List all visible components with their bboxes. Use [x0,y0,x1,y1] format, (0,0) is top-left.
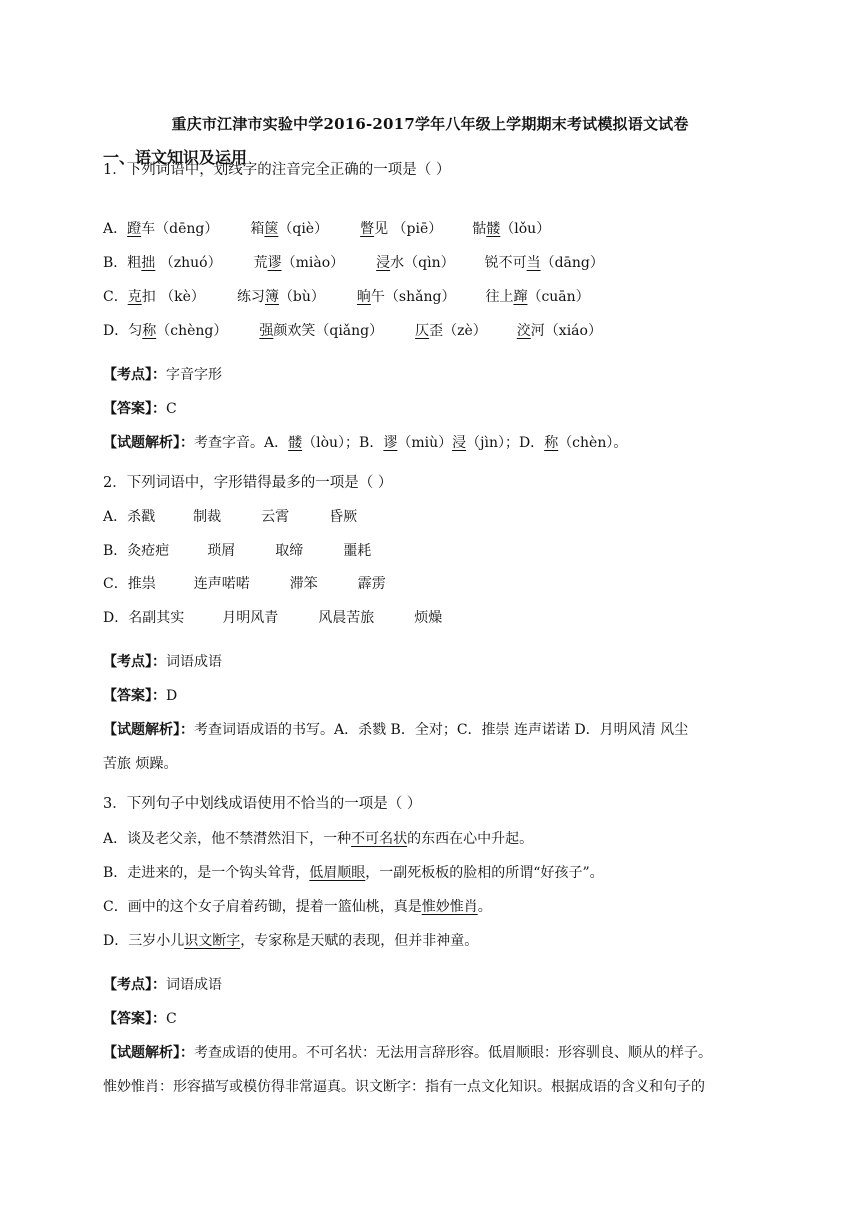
option-item [517,321,602,341]
sentence-text: D．三岁小儿 [103,933,185,949]
underlined-char: 蹬 [127,221,142,237]
option-item [103,321,227,341]
underlined-idiom: 不可名状 [351,831,408,847]
option-word: 连声喏喏 [193,576,250,592]
option-word: D．名副其实 [103,610,185,626]
option-text: C． [103,289,128,305]
underlined-char: 仄 [415,323,430,339]
option-word: C．推祟 [103,576,156,592]
answer-value: D [166,688,178,704]
option-text: （bù） [278,289,325,305]
q2-option-d [103,608,442,628]
answer-label: 【答案】： [103,401,166,417]
option-text: （lǒu） [500,221,551,237]
analysis-body [194,435,627,451]
underlined-char: 浸 [376,255,391,271]
sentence-text: ，一副死板板的脸相的所谓“好孩子”。 [365,865,604,881]
option-text: D．匀 [103,323,143,339]
underlined-char: 强 [259,323,274,339]
q2-stem: 2．下列词语中，字形错得最多的一项是（ ） [103,475,393,491]
option-text: 歪（zè） [429,323,487,339]
sentence-text: 。 [477,899,492,915]
analysis-body: 考查成语的使用。不可名状：无法用言辞形容。低眉顺眼：形容驯良、顺从的样子。 [194,1045,712,1061]
option-text: （miào） [281,255,345,271]
analysis-text: （jìn）；D． [466,435,545,451]
underlined-char: 簿 [264,289,279,305]
q3-option-d [103,931,478,951]
underlined-char: 当 [526,255,541,271]
kaodian-value: 词语成语 [166,977,222,993]
kaodian-value: 词语成语 [166,654,222,670]
option-word: 噩耗 [343,543,372,559]
option-item [103,219,218,239]
q2-option-c [103,574,386,594]
answer-value: C [166,1011,177,1027]
analysis-text: （miù） [397,435,453,451]
option-text: B．粗 [103,255,142,271]
underlined-char: 拙 [141,255,156,271]
option-word: 制裁 [193,509,222,525]
option-word: 取缔 [275,543,304,559]
underlined-char: 髅 [486,221,501,237]
sentence-text: 的东西在心中升起。 [407,831,534,847]
q2-option-b [103,541,371,561]
option-item [103,287,205,307]
underlined-char: 浸 [452,435,467,451]
underlined-char: 箧 [264,221,279,237]
q1-answer [103,399,177,419]
option-item [237,287,325,307]
option-item [485,287,589,307]
q2-answer [103,686,177,706]
option-text: 箱 [250,221,265,237]
underlined-char: 谬 [383,435,398,451]
q1-option-b [103,253,604,273]
option-text: （cuān） [527,289,590,305]
underlined-char: 称 [544,435,559,451]
analysis-label: 【试题解析】： [103,722,194,738]
option-item [103,253,222,273]
option-text: （zhuó） [155,255,222,271]
q3-answer [103,1009,177,1029]
q3-analysis-line1 [103,1043,712,1063]
answer-label: 【答案】： [103,688,166,704]
answer-label: 【答案】： [103,1011,166,1027]
option-item [254,253,345,273]
option-text: （qiè） [278,221,329,237]
q2-kaodian [103,652,222,672]
option-text: （dāng） [540,255,604,271]
option-word: 月明风青 [222,610,279,626]
option-text: 河（xiáo） [530,323,602,339]
q3-option-a [103,829,533,849]
q3-analysis-line2: 惟妙惟肖：形容描写或模仿得非常逼真。识文断字：指有一点文化知识。根据成语的含义和句子的 [103,1079,705,1095]
q1-analysis [103,433,627,453]
option-text: 午（shǎng） [370,289,456,305]
q3-option-c [103,897,492,917]
option-word: 昏厥 [329,509,358,525]
option-word: 滞笨 [289,576,318,592]
option-text: 颜欢笑（qiǎng） [273,323,384,339]
document-title: 重庆市江津市实验中学2016-2017学年八年级上学期期末考试模拟语文试卷 [171,115,689,133]
option-text: （chèng） [156,323,228,339]
option-word: 烦燥 [414,610,443,626]
option-item [360,219,442,239]
underlined-idiom: 识文断字 [184,933,241,949]
option-word: 风晨苦旅 [318,610,375,626]
option-text: 锐不可 [484,255,527,271]
section-heading: 一、语文知识及运用 [103,148,248,167]
option-text: 见 （piē） [374,221,443,237]
sentence-text: B．走进来的，是一个钩头耸背， [103,865,310,881]
q1-option-a [103,219,550,239]
analysis-text: （chèn）。 [558,435,628,451]
option-text: 水（qìn） [390,255,455,271]
kaodian-label: 【考点】： [103,654,166,670]
analysis-body: 考查词语成语的书写。A．杀戮 B．全对；C．推崇 连声诺诺 D．月明风清 风尘 [194,722,689,738]
analysis-label: 【试题解析】： [103,1045,194,1061]
underlined-idiom: 惟妙惟肖 [421,899,478,915]
option-item [415,321,487,341]
underlined-char: 晌 [356,289,371,305]
q2-analysis-line2: 苦旅 烦躁。 [103,756,178,772]
q1-stem: 1．下列词语中，划线字的注音完全正确的一项是（ ） [103,162,451,178]
option-item [376,253,454,273]
sentence-text: ，专家称是天赋的表现，但并非神童。 [240,933,479,949]
q1-option-c [103,287,590,307]
underlined-char: 谬 [267,255,282,271]
option-item [472,219,550,239]
option-item [357,287,456,307]
option-text: 练习 [236,289,265,305]
underlined-char: 蹿 [513,289,528,305]
underlined-char: 瞥 [360,221,375,237]
q3-option-b [103,863,604,883]
analysis-label: 【试题解析】： [103,435,194,451]
q1-kaodian [103,365,222,385]
q3-kaodian [103,975,222,995]
underlined-char: 洨 [516,323,531,339]
option-word: 霹雳 [357,576,386,592]
q2-analysis-line1 [103,720,688,740]
sentence-text: A．谈及老父亲，他不禁潸然泪下，一种 [103,831,352,847]
option-word: 琐屑 [207,543,236,559]
answer-value: C [166,401,177,417]
option-item [259,321,383,341]
option-item [485,253,604,273]
option-word: 云霄 [261,509,290,525]
q1-option-d [103,321,602,341]
option-word: B．灸疮疤 [103,543,170,559]
option-text: A． [103,221,128,237]
q3-stem: 3．下列句子中划线成语使用不恰当的一项是（ ） [103,796,422,812]
option-text: 骷 [472,221,487,237]
kaodian-value: 字音字形 [166,367,222,383]
underlined-char: 克 [127,289,142,305]
q2-option-a [103,507,357,527]
sentence-text: C．画中的这个女子肩着药锄，提着一篮仙桃，真是 [103,899,422,915]
option-word: A．杀戳 [103,509,156,525]
option-text: 车（dēng） [141,221,219,237]
analysis-text: 考查字音。A． [194,435,289,451]
option-text: 荒 [253,255,268,271]
kaodian-label: 【考点】： [103,977,166,993]
option-text: 往上 [485,289,514,305]
option-item [250,219,328,239]
kaodian-label: 【考点】： [103,367,166,383]
underlined-idiom: 低眉顺眼 [309,865,366,881]
option-text: 扣 （kè） [141,289,205,305]
underlined-char: 髅 [288,435,303,451]
underlined-char: 称 [142,323,157,339]
analysis-text: （lòu）；B． [302,435,384,451]
